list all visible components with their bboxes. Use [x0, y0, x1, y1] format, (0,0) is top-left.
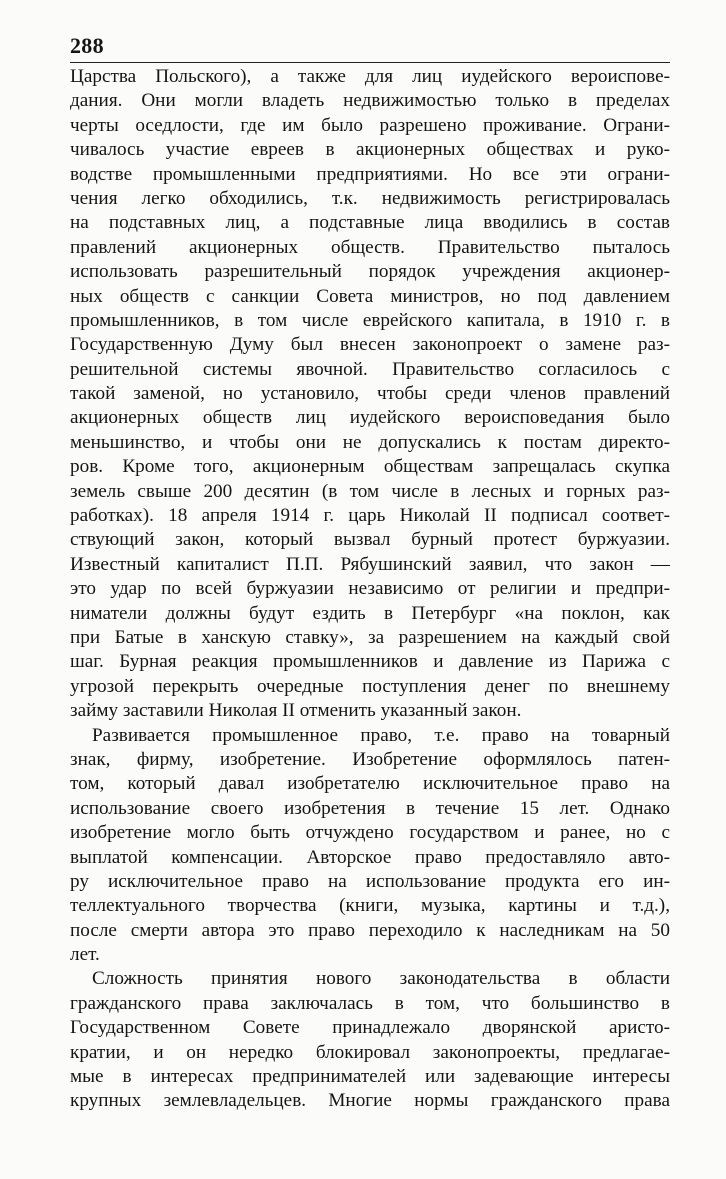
- paragraph-1: [70, 65, 670, 724]
- text-line: это удар по всей буржуазии независимо от религии и предпри-: [70, 578, 670, 600]
- document-page: [70, 32, 670, 1114]
- text-line: меньшинство, и чтобы они не допускались к постам директо-: [70, 431, 670, 453]
- text-line: крупных землевладельцев. Многие нормы гражданского права: [70, 1090, 670, 1112]
- page-number: 288: [70, 33, 104, 58]
- text-line: изобретение могло быть отчуждено государством и ранее, но с: [70, 822, 670, 844]
- paragraph-2: [70, 724, 670, 968]
- text-line: на подставных лиц, а подставные лица вводились в состав: [70, 212, 670, 234]
- text-line: займу заставили Николая II отменить указанный закон.: [70, 700, 522, 722]
- page-header: [70, 32, 670, 63]
- text-line: знак, фирму, изобретение. Изобретение оформлялось патен-: [70, 748, 670, 770]
- text-line: шаг. Бурная реакция промышленников и давление из Парижа с: [70, 651, 670, 673]
- text-line: кратии, и он нередко блокировал законопроекты, предлагае-: [70, 1041, 670, 1063]
- text-line: дания. Они могли владеть недвижимостью только в пределах: [70, 90, 670, 112]
- text-line: земель свыше 200 десятин (в том числе в лесных и горных раз-: [70, 480, 670, 502]
- text-line: Царства Польского), а также для лиц иудейского вероиспове-: [70, 66, 670, 87]
- text-line: ных обществ с санкции Совета министров, но под давлением: [70, 285, 670, 307]
- text-line: водстве промышленными предприятиями. Но все эти ограни-: [70, 163, 670, 185]
- text-line: использовать разрешительный порядок учреждения акционер-: [70, 261, 670, 283]
- text-line: том, который давал изобретателю исключительное право на: [70, 773, 670, 795]
- text-line: акционерных обществ лиц иудейского вероисповедания было: [70, 407, 670, 429]
- text-line: угрозой перекрыть очередные поступления денег по внешнему: [70, 675, 670, 697]
- text-line: ствующий закон, который вызвал бурный протест буржуазии.: [70, 529, 670, 551]
- text-line: чения легко обходились, т.к. недвижимость регистрировалась: [70, 187, 670, 209]
- text-line: чивалось участие евреев в акционерных обществах и руко-: [70, 139, 670, 161]
- text-line: такой заменой, но установило, чтобы среди членов правлений: [70, 383, 670, 405]
- text-line: Государственном Совете принадлежало дворянской аристо-: [70, 1017, 670, 1039]
- text-line: Государственную Думу был внесен законопроект о замене раз-: [70, 334, 670, 356]
- text-line: черты оседлости, где им было разрешено проживание. Ограни-: [70, 114, 670, 136]
- page-body: [70, 65, 670, 1114]
- text-line: выплатой компенсации. Авторское право предоставляло авто-: [70, 846, 670, 868]
- text-line: теллектуального творчества (книги, музыка, картины и т.д.),: [70, 895, 670, 917]
- text-line: Сложность принятия нового законодательства в области: [92, 968, 670, 990]
- text-line: ру исключительное право на использование продукта его ин-: [70, 870, 670, 892]
- text-line: правлений акционерных обществ. Правительство пыталось: [70, 236, 670, 258]
- text-line: ров. Кроме того, акционерным обществам запрещалась скупка: [70, 456, 670, 478]
- text-line: решительной системы явочной. Правительство согласилось с: [70, 358, 670, 380]
- text-line: лет.: [70, 944, 100, 966]
- text-line: Развивается промышленное право, т.е. право на товарный: [92, 724, 670, 746]
- text-line: после смерти автора это право переходило к наследникам на 50: [70, 919, 670, 941]
- paragraph-3: [70, 967, 670, 1113]
- text-line: ниматели должны будут ездить в Петербург «на поклон, как: [70, 602, 670, 624]
- text-line: работках). 18 апреля 1914 г. царь Николай II подписал соответ-: [70, 505, 670, 527]
- text-line: при Батые в ханскую ставку», за разрешением на каждый свой: [70, 626, 670, 648]
- text-line: использование своего изобретения в течение 15 лет. Однако: [70, 797, 670, 819]
- text-line: промышленников, в том числе еврейского капитала, в 1910 г. в: [70, 309, 670, 331]
- text-line: гражданского права заключалась в том, что большинство в: [70, 992, 670, 1014]
- text-line: мые в интересах предпринимателей или задевающие интересы: [70, 1066, 670, 1088]
- text-line: Известный капиталист П.П. Рябушинский заявил, что закон —: [70, 553, 670, 575]
